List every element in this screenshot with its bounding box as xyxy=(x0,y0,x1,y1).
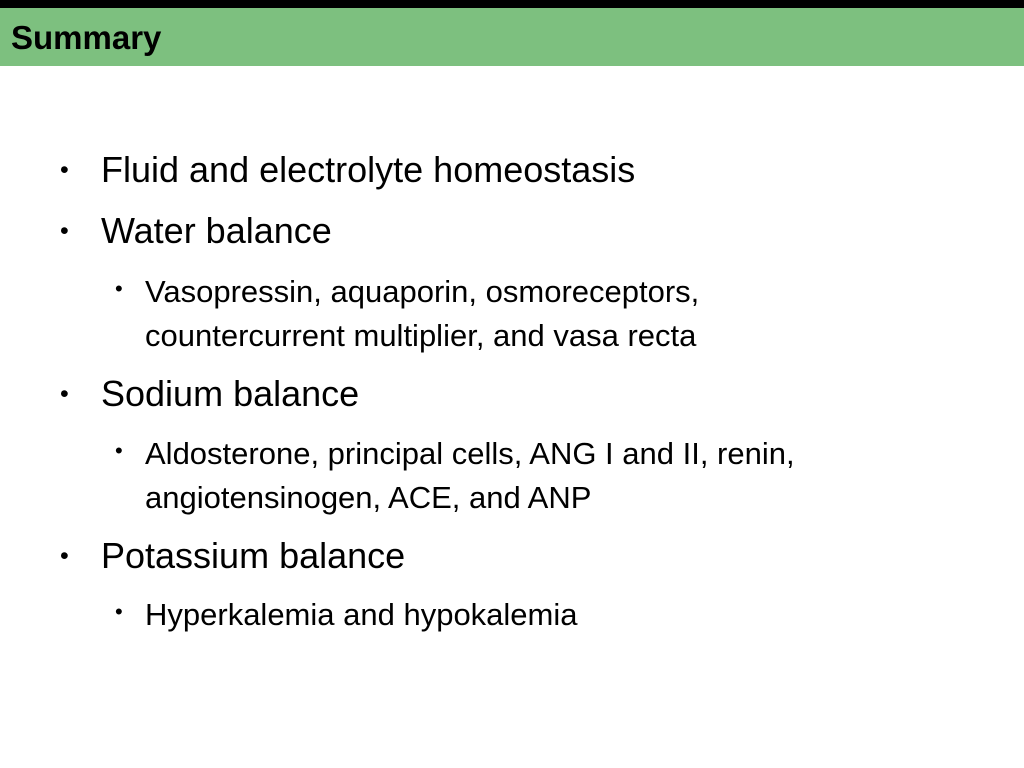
bullet-dot: • xyxy=(115,438,123,463)
bullet-dot: • xyxy=(60,156,69,184)
sub-bullet-line: angiotensinogen, ACE, and ANP xyxy=(145,480,592,515)
bullet-text: Potassium balance xyxy=(101,535,406,576)
sub-bullet-line: Aldosterone, principal cells, ANG I and II, renin, xyxy=(145,436,795,471)
bullet-dot: • xyxy=(60,542,69,570)
sub-bullet-line: countercurrent multiplier, and vasa recta xyxy=(145,318,697,353)
slide-title: Summary xyxy=(11,19,162,56)
bullet-dot: • xyxy=(115,276,123,301)
sub-bullet-text xyxy=(145,270,985,358)
bullet-text: Water balance xyxy=(101,210,332,251)
bullet-dot: • xyxy=(115,599,123,624)
bullet-dot: • xyxy=(60,380,69,408)
sub-bullet-text: Hyperkalemia and hypokalemia xyxy=(145,597,578,632)
bullet-text: Sodium balance xyxy=(101,373,360,414)
sub-bullet-line: Vasopressin, aquaporin, osmoreceptors, xyxy=(145,274,700,309)
sub-bullet-text xyxy=(145,432,985,520)
bullet-text: Fluid and electrolyte homeostasis xyxy=(101,149,636,190)
bullet-dot: • xyxy=(60,217,69,245)
